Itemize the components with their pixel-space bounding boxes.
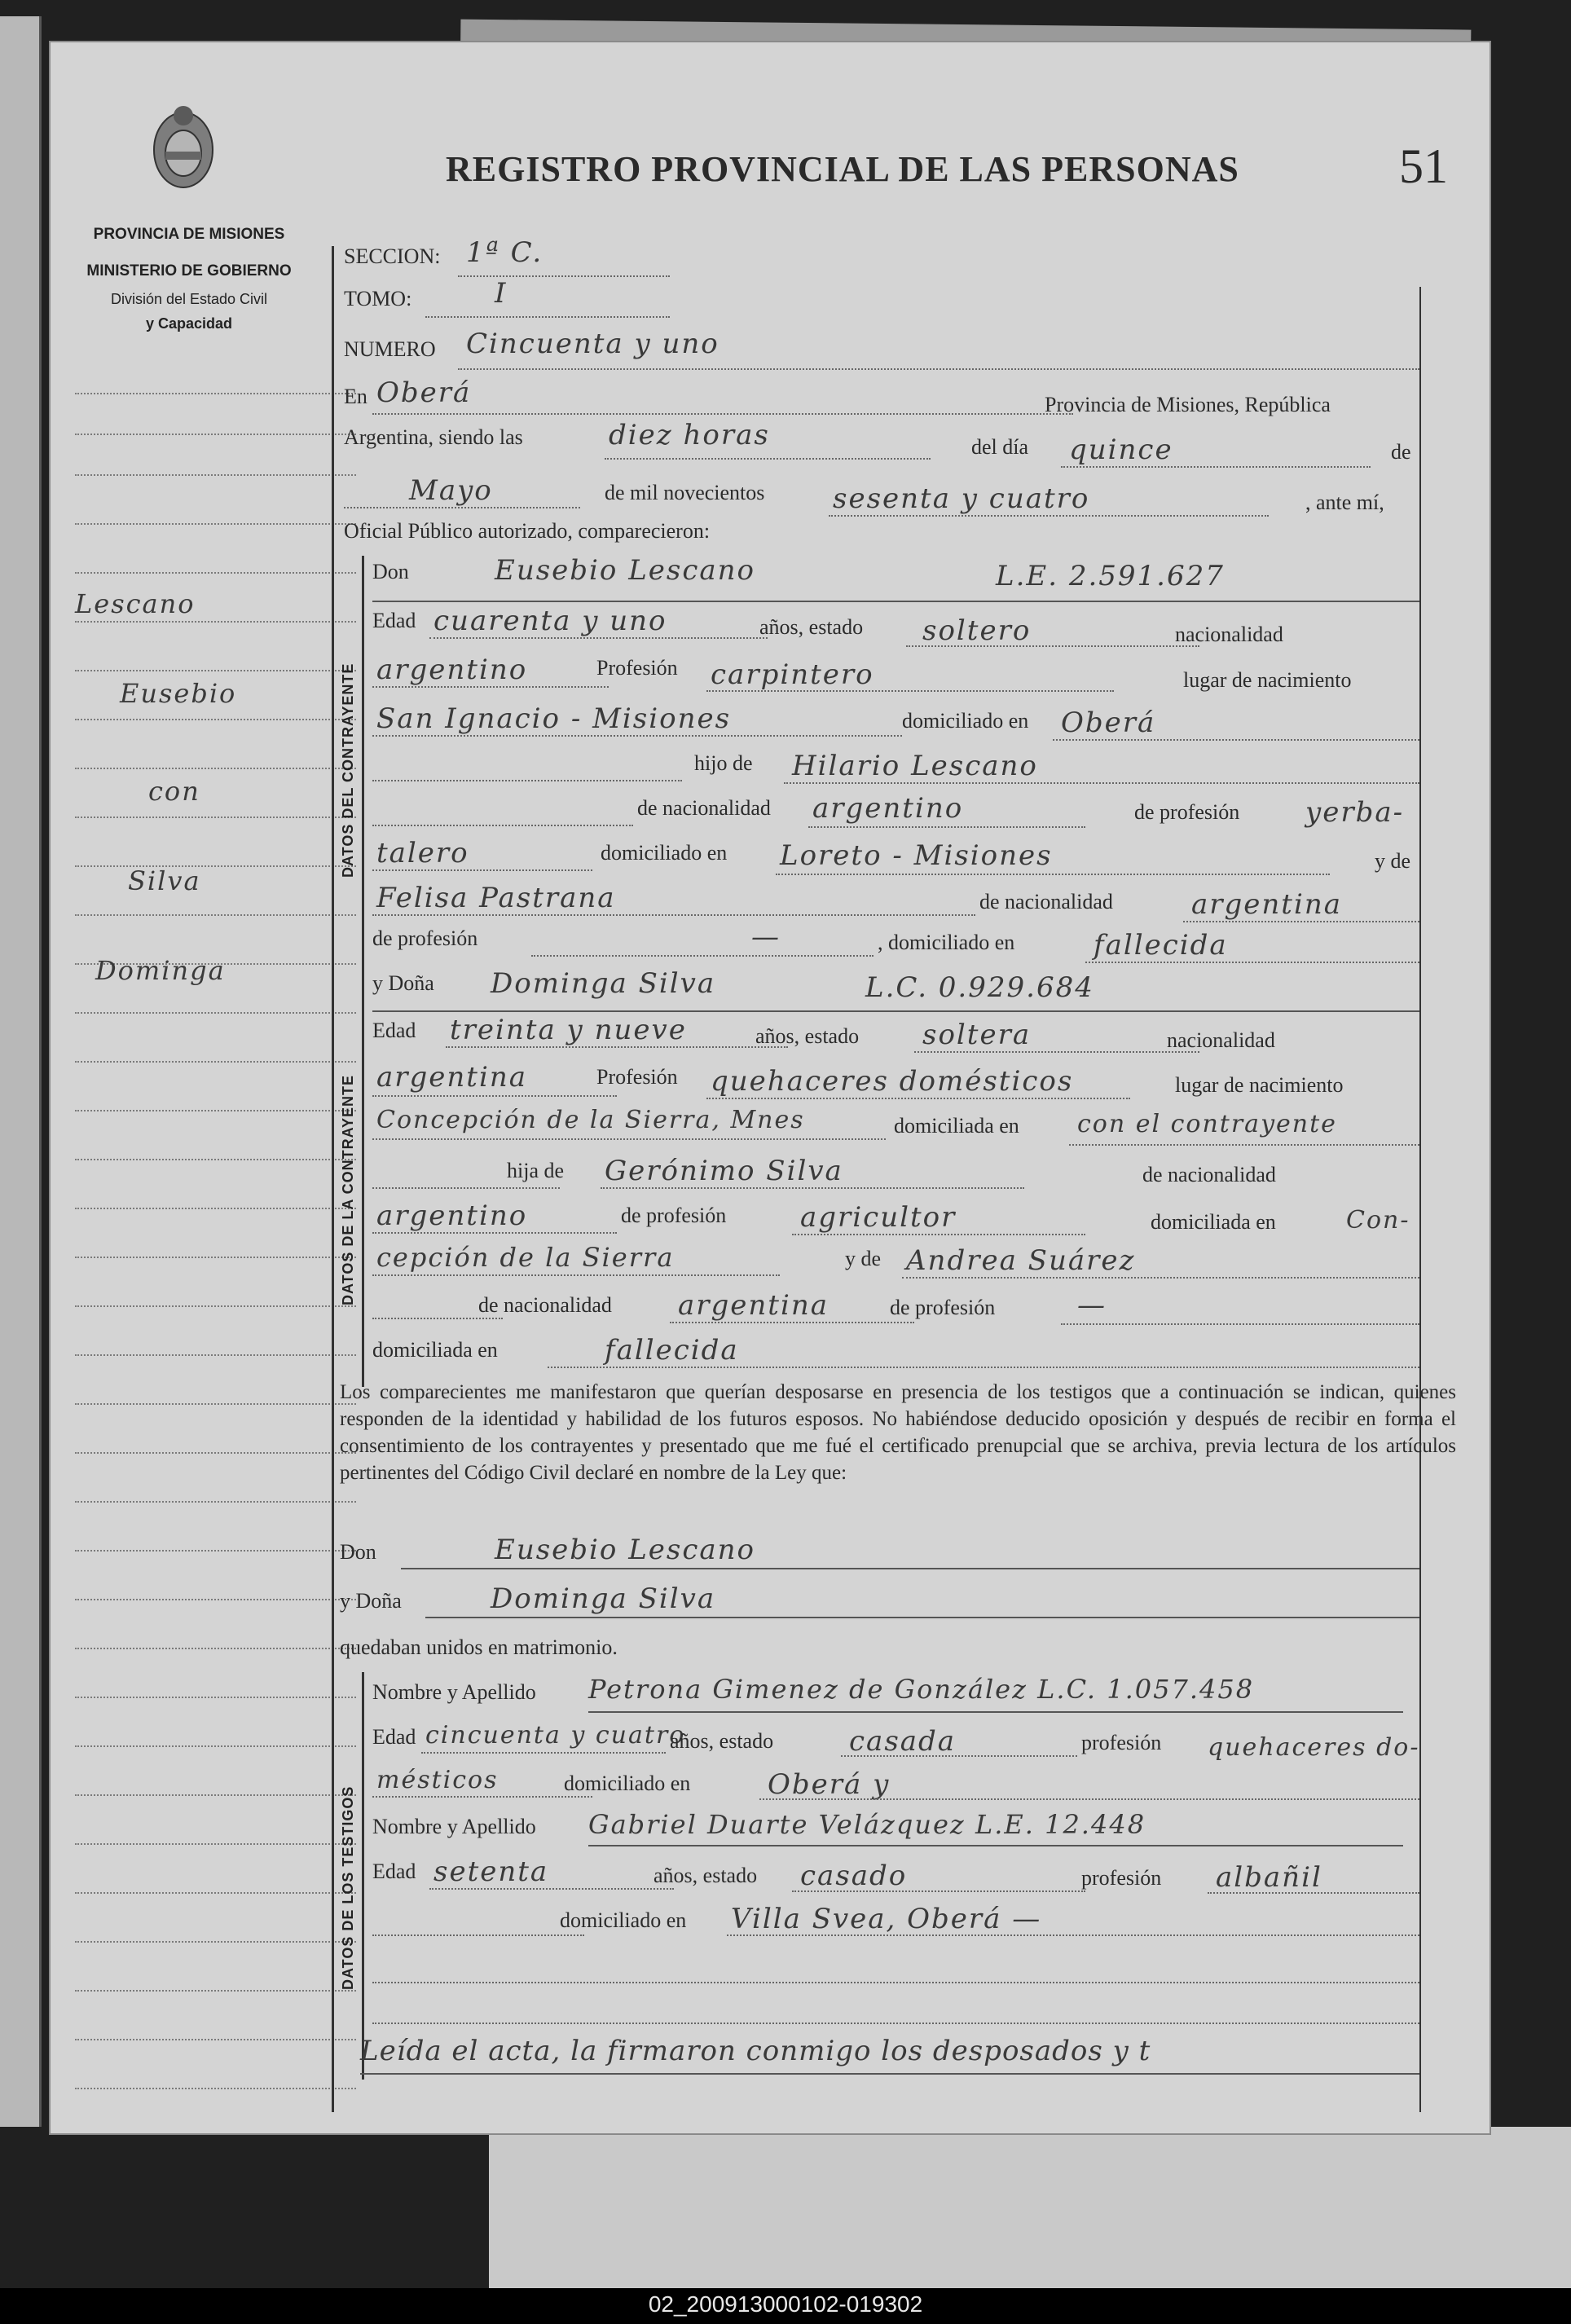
contrayente-nacionalidad-label: nacionalidad (1175, 623, 1283, 646)
decl-dona-label: y Doña (340, 1589, 402, 1613)
ministry-line-4: y Capacidad (145, 315, 233, 332)
contrayenta-nacionalidad-value: argentina (376, 1061, 528, 1094)
contrayenta-padre-nac-value: argentino (376, 1199, 528, 1232)
contrayenta-bracket (362, 967, 364, 1387)
contrayenta-lugar-label: lugar de nacimiento (1175, 1073, 1344, 1097)
contrayenta-estado-value: soltera (922, 1019, 1032, 1051)
contrayenta-padre-domic-2: cepción de la Sierra (376, 1242, 675, 1273)
seccion-value: 1ª C. (466, 236, 543, 269)
seccion-label: SECCION: (344, 244, 441, 268)
contrayente-lugar-value: San Ignacio - Misiones (376, 702, 732, 735)
anio-value: sesenta y cuatro (833, 482, 1090, 515)
hijo-label: hijo de (694, 751, 753, 775)
t1-profesion-label: profesión (1081, 1731, 1162, 1754)
contrayenta-madre-domic-label: domiciliada en (372, 1338, 498, 1362)
t1-prof-2: mésticos (376, 1766, 499, 1794)
contrayenta-domiciliada-label: domiciliada en (894, 1114, 1019, 1138)
ministry-line-1: PROVINCIA DE MISIONES (93, 226, 285, 243)
madre-prof-label: de profesión (372, 927, 478, 950)
contrayenta-padre-prof-value: agricultor (800, 1201, 957, 1234)
contrayenta-edad-label: Edad (372, 1019, 416, 1042)
de-label: de (1391, 440, 1411, 464)
contrayenta-lugar-value: Concepción de la Sierra, Mnes (376, 1106, 805, 1134)
madre-nac-value: argentina (1191, 888, 1343, 921)
matrimonio-text: quedaban unidos en matrimonio. (340, 1635, 618, 1659)
decl-don-value: Eusebio Lescano (495, 1534, 756, 1566)
contrayenta-madre-value: Andrea Suárez (906, 1244, 1136, 1277)
numero-label: NUMERO (344, 337, 436, 361)
contrayenta-y-de-label: y de (845, 1247, 882, 1270)
argentina-text: Argentina, siendo las (344, 425, 523, 449)
ministry-line-2: MINISTERIO DE GOBIERNO (86, 262, 292, 279)
t1-estado: casada (849, 1725, 957, 1758)
closing-handwritten-line: Leída el acta, la firmaron conmigo los desposados y t (360, 2035, 1151, 2067)
margin-note-con: con (148, 776, 200, 807)
contrayenta-madre-prof-value: — (1077, 1289, 1107, 1322)
scanner-bed (489, 2127, 1571, 2290)
contrayenta-madre-nac-value: argentina (678, 1289, 830, 1322)
madre-value: Felisa Pastrana (376, 882, 616, 914)
contrayenta-profesion-value: quehaceres domésticos (711, 1065, 1074, 1098)
declaration-paragraph: Los comparecientes me manifestaron que querían desposarse en presencia de los testigos que a continuación se indican, quienes responden de la identidad y habilidad de los futuros esposos. No habiéndose deducido oposición y después de recibir en forma el consentimiento de los contrayentes y presentado que me fué el certificado prenupcial que se archiva, previa lectura de los artículos pertinentes del Código Civil declaré en nombre de la Ley que: (340, 1381, 1456, 1484)
dona-label: y Doña (372, 971, 434, 995)
t1-domiciliado-label: domiciliado en (564, 1772, 691, 1795)
left-book-page-edge (0, 16, 42, 2127)
contrayenta-edad-value: treinta y nueve (450, 1014, 687, 1046)
t2-nombre-label: Nombre y Apellido (372, 1815, 536, 1838)
contrayenta-name: Dominga Silva (491, 967, 716, 1000)
register-page (49, 41, 1491, 2135)
margin-note-surname: Lescano (75, 588, 196, 619)
t2-anios-estado-label: años, estado (653, 1864, 758, 1887)
t2-profesion-label: profesión (1081, 1866, 1162, 1890)
madre-prof-value: — (751, 921, 781, 953)
padre-nac-label: de nacionalidad (637, 796, 771, 820)
margin-note-dominga: Dominga (95, 955, 226, 986)
contrayente-edad-label: Edad (372, 609, 416, 632)
margin-note-silva: Silva (128, 865, 201, 896)
y-de-label: y de (1375, 849, 1411, 873)
t2-edad-label: Edad (372, 1860, 416, 1883)
page-number: 51 (1399, 139, 1448, 193)
contrayenta-section-label: DATOS DE LA CONTRAYENTE (340, 1074, 356, 1305)
contrayenta-padre-domic-label: domiciliada en (1151, 1210, 1276, 1234)
decl-don-label: Don (340, 1540, 376, 1564)
t1-prof-1: quehaceres do- (1208, 1733, 1420, 1762)
footer-image-id: 02_200913000102-019302 (648, 2291, 923, 2317)
contrayenta-madre-prof-label: de profesión (890, 1296, 996, 1319)
margin-note-firstname: Eusebio (120, 678, 237, 709)
t2-domiciliado-label: domiciliado en (560, 1908, 687, 1932)
t2-prof: albañil (1216, 1861, 1322, 1894)
ministry-line-3: División del Estado Civil (110, 291, 268, 307)
madre-domic-label: , domiciliado en (878, 931, 1015, 954)
contrayenta-padre-nac-label: de nacionalidad (1142, 1163, 1276, 1186)
t1-nombre-label: Nombre y Apellido (372, 1680, 536, 1704)
contrayenta-padre-prof-label: de profesión (621, 1204, 727, 1227)
t2-estado: casado (800, 1860, 908, 1892)
t1-edad: cincuenta y cuatro (425, 1721, 686, 1750)
padre-domic-value: Loreto - Misiones (780, 839, 1053, 872)
padre-prof-1: yerba- (1305, 796, 1405, 829)
dia-value: quince (1069, 434, 1173, 466)
del-dia-label: del día (971, 435, 1029, 459)
decl-dona-value: Dominga Silva (491, 1582, 716, 1615)
contrayente-profesion-value: carpintero (711, 658, 874, 691)
don-label: Don (372, 560, 409, 583)
ante-mi-label: , ante mí, (1305, 491, 1384, 514)
t1-anios-estado-label: años, estado (670, 1729, 774, 1753)
contrayente-bracket (362, 556, 364, 988)
hora-value: diez horas (609, 419, 770, 451)
oficial-text: Oficial Público autorizado, comparecieron: (344, 519, 711, 543)
contrayenta-madre-nac-label: de nacionalidad (478, 1293, 612, 1317)
contrayenta-madre-domic-value: fallecida (605, 1334, 739, 1367)
contrayente-name: Eusebio Lescano (495, 554, 756, 587)
mes-value: Mayo (409, 474, 493, 507)
contrayenta-doc: L.C. 0.929.684 (865, 971, 1094, 1004)
tomo-label: TOMO: (344, 287, 412, 310)
padre-value: Hilario Lescano (792, 750, 1038, 782)
de-mil-label: de mil novecientos (605, 481, 765, 504)
t2-name: Gabriel Duarte Velázquez L.E. 12.448 (588, 1809, 1146, 1840)
t1-name: Petrona Gimenez de González L.C. 1.057.458 (588, 1674, 1255, 1705)
contrayente-anios-estado-label: años, estado (759, 615, 864, 639)
provincia-text: Provincia de Misiones, República (1045, 393, 1331, 416)
t2-domic: Villa Svea, Oberá — (731, 1903, 1042, 1935)
coat-of-arms-icon (147, 99, 220, 193)
tomo-value: I (495, 277, 508, 310)
padre-prof-label: de profesión (1134, 800, 1240, 824)
contrayenta-padre-domic-1: Con- (1346, 1206, 1410, 1235)
t2-edad: setenta (433, 1855, 549, 1888)
contrayente-edad-value: cuarenta y uno (433, 605, 667, 637)
t1-domic: Oberá y (768, 1768, 891, 1801)
contrayente-nacionalidad-value: argentino (376, 654, 528, 686)
testigos-section-label: DATOS DE LOS TESTIGOS (340, 1785, 356, 1990)
right-rule (1419, 287, 1421, 2112)
contrayente-domicilio-value: Oberá (1061, 706, 1156, 739)
madre-domic-value: fallecida (1094, 929, 1228, 962)
contrayente-section-label: DATOS DEL CONTRAYENTE (340, 662, 356, 878)
left-rule (332, 246, 334, 2112)
page-title: REGISTRO PROVINCIAL DE LAS PERSONAS (446, 149, 1239, 189)
hija-label: hija de (507, 1159, 565, 1182)
contrayenta-anios-estado-label: años, estado (755, 1024, 860, 1048)
madre-nac-label: de nacionalidad (979, 890, 1113, 913)
contrayenta-profesion-label: Profesión (596, 1065, 678, 1089)
en-label: En (344, 385, 367, 408)
contrayente-lugar-label: lugar de nacimiento (1183, 668, 1352, 692)
t1-edad-label: Edad (372, 1725, 416, 1749)
contrayenta-padre-value: Gerónimo Silva (605, 1155, 843, 1187)
contrayenta-nacionalidad-label: nacionalidad (1167, 1028, 1275, 1052)
padre-domic-label: domiciliado en (601, 841, 728, 865)
padre-nac-value: argentino (812, 792, 964, 825)
contrayente-domiciliado-label: domiciliado en (902, 709, 1029, 733)
contrayenta-domicilio-value: con el contrayente (1077, 1110, 1337, 1138)
contrayente-doc: L.E. 2.591.627 (996, 560, 1225, 592)
contrayente-profesion-label: Profesión (596, 656, 678, 680)
numero-value: Cincuenta y uno (466, 328, 719, 360)
padre-prof-2: talero (376, 837, 469, 869)
testigos-bracket (362, 1672, 364, 2080)
en-value: Oberá (376, 376, 472, 409)
contrayente-estado-value: soltero (922, 614, 1032, 647)
